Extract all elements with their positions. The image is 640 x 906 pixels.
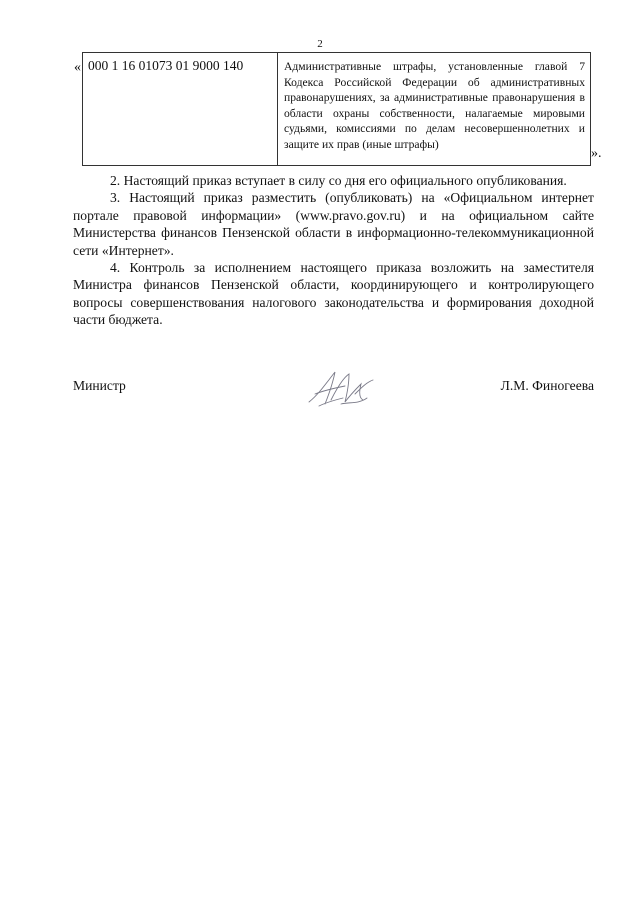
paragraph-2: 2. Настоящий приказ вступает в силу со дня его официального опубликования.	[110, 173, 567, 188]
page-number: 2	[317, 38, 323, 50]
budget-code-cell: 000 1 16 01073 01 9000 140	[83, 53, 278, 166]
order-body	[73, 172, 594, 329]
budget-description-cell: Административные штрафы, установленные главой 7 Кодекса Российской Федерации об административных правонарушениях, за административные правонарушения в области охраны собственности, налагаемые мировыми судьями, комиссиями по делам несовершеннолетних и защите их прав (иные штрафы)	[278, 53, 591, 166]
signature-block	[73, 374, 594, 414]
budget-code-table	[82, 52, 591, 166]
table-row	[83, 53, 591, 166]
signer-title: Министр	[73, 378, 126, 393]
paragraph-4: 4. Контроль за исполнением настоящего приказа возложить на заместителя Министра финансов Пензенской области, координирующего и контролирующего вопросы совершенствования налогового законодательства и формирования доходной части бюджета.	[73, 260, 594, 328]
signer-name: Л.М. Финогеева	[500, 378, 594, 393]
paragraph-3: 3. Настоящий приказ разместить (опубликовать) на «Официальном интернет портале правовой информации» (www.pravo.gov.ru) и на официальном сайте Министерства финансов Пензенской области в информационно-телекоммуникационной сети «Интернет».	[73, 190, 594, 258]
closing-quote: ».	[591, 146, 602, 161]
opening-quote: «	[74, 60, 81, 75]
handwritten-signature	[305, 364, 377, 414]
